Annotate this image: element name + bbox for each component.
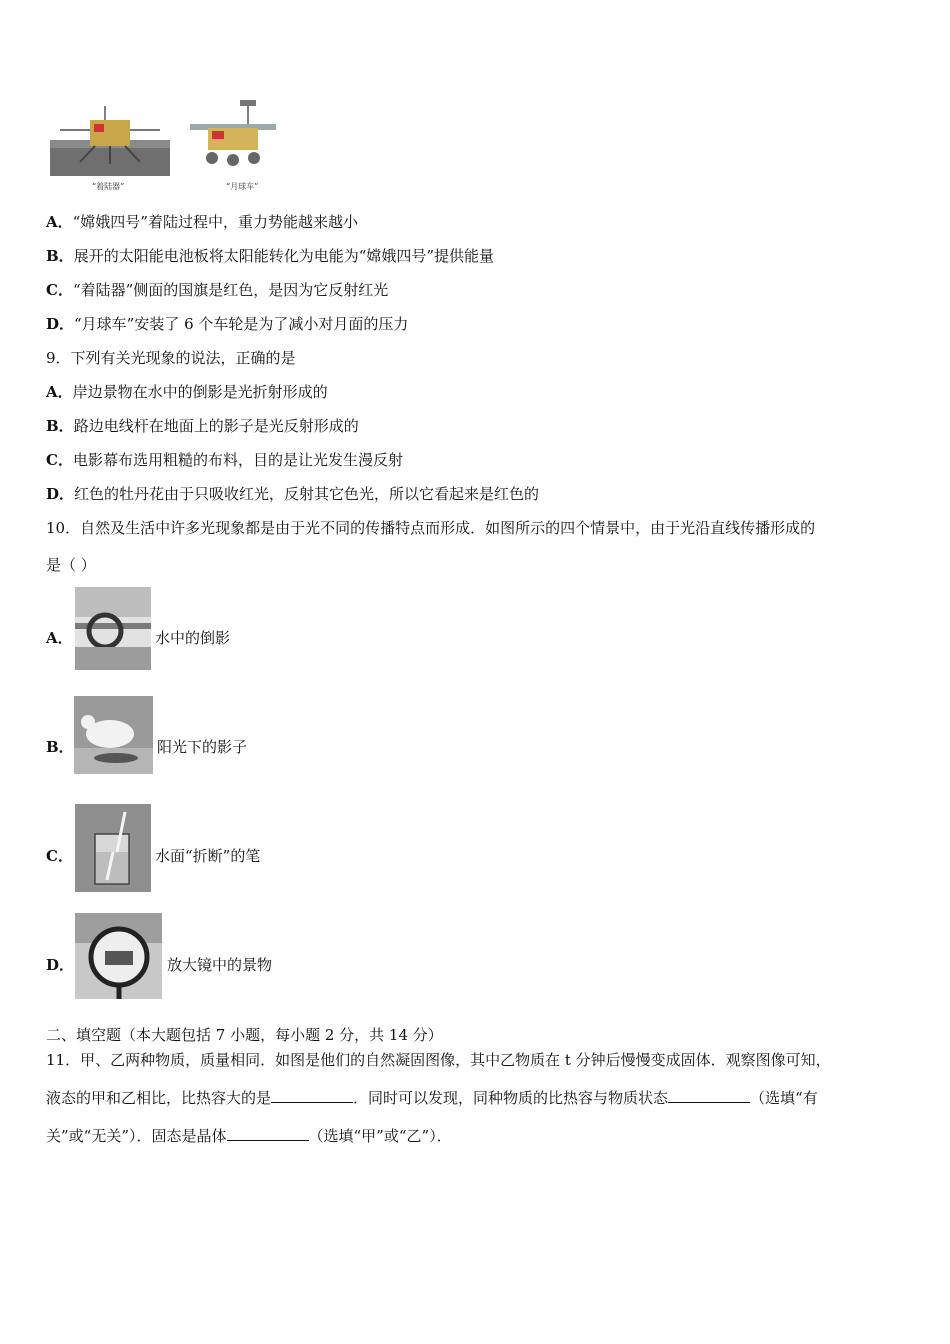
option-letter: A． — [46, 383, 73, 401]
q10-option-b-letter: B． — [46, 738, 74, 756]
shadow-photo — [74, 696, 153, 774]
lander-illustration — [50, 100, 170, 176]
q11-line2 — [46, 1088, 818, 1108]
rover-image — [186, 98, 280, 176]
q10-stem-line1: 10．自然及生活中许多光现象都是由于光不同的传播特点而形成．如图所示的四个情景中，由于光沿直线传播形成的 — [46, 519, 816, 537]
rover-illustration — [186, 98, 280, 176]
option-letter: B． — [46, 417, 74, 435]
option-letter: D． — [46, 485, 75, 503]
q8-option-a — [46, 212, 358, 232]
magnifier-photo — [75, 913, 162, 999]
option-text: “月球车”安装了 6 个车轮是为了减小对月面的压力 — [74, 315, 409, 333]
bent-pen-photo — [75, 804, 151, 892]
q10-option-c-text: 水面“折断”的笔 — [155, 847, 261, 865]
q8-option-d — [46, 314, 408, 334]
lander-image — [50, 100, 170, 176]
bridge-reflection-illustration — [75, 587, 151, 670]
option-text: “嫦娥四号”着陆过程中，重力势能越来越小 — [72, 213, 358, 231]
q9-stem: 9．下列有关光现象的说法，正确的是 — [46, 349, 296, 367]
option-letter: B． — [46, 247, 74, 265]
glass-pen-illustration — [75, 804, 151, 892]
rover-caption: “月球车” — [226, 182, 259, 191]
q11-line2-part3: （选填“有 — [750, 1089, 818, 1107]
q9-option-b — [46, 416, 359, 436]
q9-option-c — [46, 450, 403, 470]
option-letter: C． — [46, 451, 73, 469]
q10-option-b-text: 阳光下的影子 — [157, 738, 248, 756]
q9-option-a — [46, 382, 328, 402]
pigeon-shadow-illustration — [74, 696, 153, 774]
q11-line3-part2: （选填“甲”或“乙”）． — [308, 1127, 452, 1145]
q10-option-a-letter: A． — [46, 629, 73, 647]
q10-stem-line2: 是（ ） — [46, 556, 96, 574]
q8-option-c — [46, 280, 388, 300]
option-text: 红色的牡丹花由于只吸收红光，反射其它色光，所以它看起来是红色的 — [74, 485, 540, 503]
option-letter: A． — [46, 213, 73, 231]
section2-heading: 二、填空题（本大题包括 7 小题，每小题 2 分，共 14 分） — [46, 1026, 443, 1044]
q11-line2-part2: ．同时可以发现，同种物质的比热容与物质状态 — [353, 1089, 669, 1107]
option-text: 岸边景物在水中的倒影是光折射形成的 — [72, 383, 328, 401]
answer-blank-3[interactable] — [227, 1126, 309, 1141]
q10-option-d-letter: D． — [46, 956, 75, 974]
q11-line3-part1: 关”或“无关”）．固态是晶体 — [46, 1127, 227, 1145]
option-text: 展开的太阳能电池板将太阳能转化为电能为“嫦娥四号”提供能量 — [73, 247, 495, 265]
option-text: 路边电线杆在地面上的影子是光反射形成的 — [73, 417, 359, 435]
reflection-photo — [75, 587, 151, 670]
q11-line1: 11．甲、乙两种物质，质量相同．如图是他们的自然凝固图像，其中乙物质在 t 分钟后慢慢变成固体．观察图像可知， — [46, 1051, 831, 1069]
q11-line2-part1: 液态的甲和乙相比，比热容大的是 — [46, 1089, 272, 1107]
answer-blank-1[interactable] — [271, 1088, 353, 1103]
q11-line3 — [46, 1126, 452, 1146]
option-text: “着陆器”侧面的国旗是红色，是因为它反射红光 — [72, 281, 389, 299]
q10-option-d-text: 放大镜中的景物 — [167, 956, 273, 974]
option-text: 电影幕布选用粗糙的布料，目的是让光发生漫反射 — [72, 451, 403, 469]
lander-caption: “着陆器” — [92, 182, 125, 191]
option-letter: C． — [46, 281, 73, 299]
q10-option-a-text: 水中的倒影 — [155, 629, 231, 647]
q9-option-d — [46, 484, 539, 504]
answer-blank-2[interactable] — [668, 1088, 750, 1103]
q8-option-b — [46, 246, 494, 266]
q10-option-c-letter: C． — [46, 847, 73, 865]
magnifier-illustration — [75, 913, 162, 999]
option-letter: D． — [46, 315, 75, 333]
